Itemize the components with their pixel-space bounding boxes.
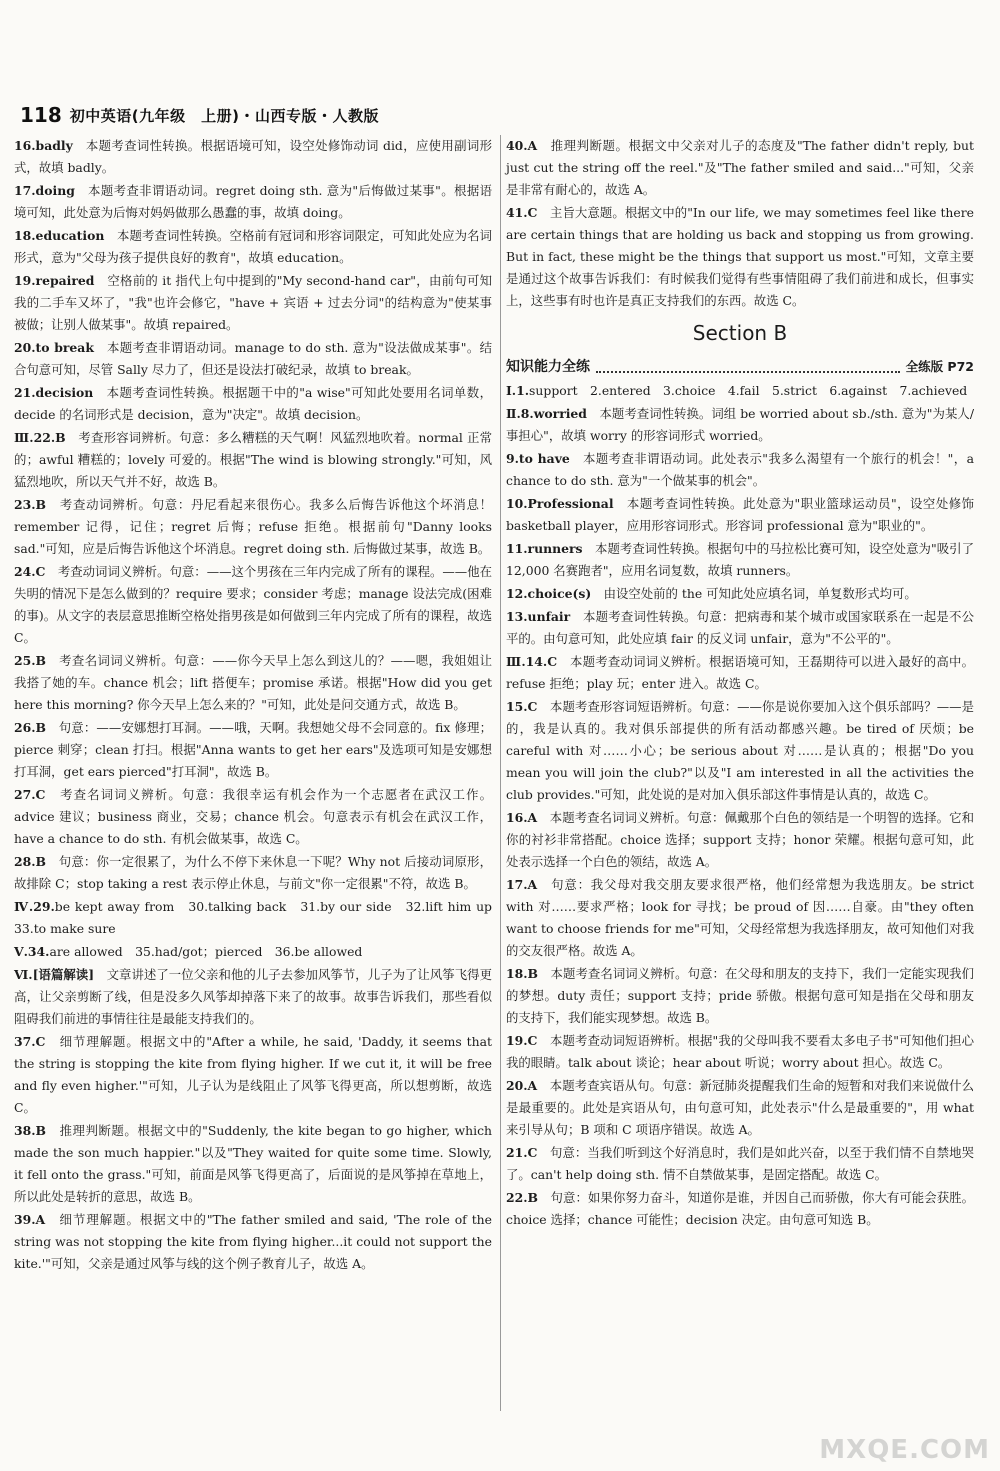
knowledge-bar-title: 知识能力全练 <box>506 359 590 375</box>
answer-number: Ⅱ.8.worried <box>506 406 587 421</box>
answer-text: 本题考查词性转换。词组 be worried about sb./sth. 意为"为某人/事担心"，故填 worry 的形容词形式 worried。 <box>506 406 974 443</box>
answer-text: 细节理解题。根据文中的"After a while, he said, 'Daddy, it seems that the string is stopping the kite from flying higher. If we cut it, it will be free and fly even higher.'"可知，儿子认为是线阻止了风筝飞得更高，所以想剪断，故选 C。 <box>14 1034 492 1115</box>
answer-text: 本题考查非谓语动词。此处表示"我多么渴望有一个旅行的机会！"，a chance to do sth. 意为"一个做某事的机会"。 <box>506 451 974 488</box>
answer-text: 本题考查词性转换。根据句中的马拉松比赛可知，设空处意为"吸引了 12,000 名赛跑者"，应用名词复数，故填 runners。 <box>506 541 974 578</box>
answer-text: 文章讲述了一位父亲和他的儿子去参加风筝节，儿子为了让风筝飞得更高，让父亲剪断了线，但是没多久风筝却掉落下来了的故事。故事告诉我们，那些看似阻碍我们前进的事情往往是最能支持我们的。 <box>14 967 492 1026</box>
answer-number: 23.B <box>14 497 47 512</box>
section-title: Section B <box>692 321 788 345</box>
answer-text: 考查形容词辨析。句意：多么糟糕的天气啊！风猛烈地吹着。normal 正常的；awful 糟糕的；lovely 可爱的。根据"The wind is blowing strongly."可知，风猛烈地吹，所以天气并不好，故选 B。 <box>14 430 492 489</box>
answer-entry <box>506 538 974 582</box>
left-column <box>14 135 505 1411</box>
answer-number: 19.repaired <box>14 273 95 288</box>
answer-entry <box>506 202 974 312</box>
answer-entry <box>14 650 492 716</box>
answer-text: 句意：——安娜想打耳洞。——哦，天啊。我想她父母不会同意的。fix 修理；pierce 刺穿；clean 打扫。根据"Anna wants to get her ears"及选项可知是安娜想打耳洞，get ears pierced"打耳洞"，故选 B。 <box>14 720 492 779</box>
answer-text: 本题考查非谓语动词。regret doing sth. 意为"后悔做过某事"。根据语境可知，此处意为后悔对妈妈做那么愚蠢的事，故填 doing。 <box>14 183 492 220</box>
answer-number: Ⅵ.[语篇解读] <box>14 967 95 982</box>
right-top-entries <box>506 135 974 312</box>
answer-entry <box>14 135 492 179</box>
answer-number: 12.choice(s) <box>506 586 592 601</box>
answer-text: 推理判断题。根据文中的"Suddenly, the kite began to go higher, which made the son much happier."以及"They waited for quite some time. Slowly, it fell onto the grass."可知，前面是风筝飞得更高了，后面说的是风筝掉在草地上，所以此处是转折的意思，故选 B。 <box>14 1123 492 1204</box>
knowledge-bar-ref: 全练版 P72 <box>905 359 974 374</box>
answer-number: 39.A <box>14 1212 46 1227</box>
answer-entry <box>506 651 974 695</box>
answer-number: 40.A <box>506 138 538 153</box>
answer-entry <box>506 403 974 447</box>
answer-number: Ⅴ.34. <box>14 944 50 959</box>
answer-entry <box>506 1187 974 1231</box>
answer-text: 考查动词辨析。句意：丹尼看起来很伤心。我多么后悔告诉他这个坏消息！remember 记得，记住；regret 后悔；refuse 拒绝。根据前句"Danny looks sad."可知，应是后悔告诉他这个坏消息。regret doing sth. 后悔做过某事，故选 B。 <box>14 497 492 556</box>
answer-entry <box>506 606 974 650</box>
answer-text: 推理判断题。根据文中父亲对儿子的态度及"The father didn't reply, but just cut the string off the reel."及"The father smiled and said..."可知，父亲是非常有耐心的，故选 A。 <box>506 138 974 197</box>
answer-number: 38.B <box>14 1123 47 1138</box>
answer-entry <box>14 561 492 649</box>
answer-text: 句意：当我们听到这个好消息时，我们是如此兴奋，以至于我们情不自禁地哭了。can't help doing sth. 情不自禁做某事，是固定搭配。故选 C。 <box>506 1145 974 1182</box>
answer-entry <box>14 964 492 1030</box>
answer-text: 细节理解题。根据文中的"The father smiled and said, 'The role of the string was not stopping the kite from flying higher...it could not support the kite.'"可知，父亲是通过风筝与线的这个例子教育儿子，故选 A。 <box>14 1212 492 1271</box>
answer-number: 20.to break <box>14 340 94 355</box>
answer-number: 26.B <box>14 720 47 735</box>
answer-text: 考查名词词义辨析。句意：我很幸运有机会作为一个志愿者在武汉工作。advice 建议；business 商业，交易；chance 机会。句意表示有机会在武汉工作，have a chance to do sth. 有机会做某事，故选 C。 <box>14 787 492 846</box>
answer-entry <box>506 135 974 201</box>
answer-number: Ⅳ.29. <box>14 899 55 914</box>
answer-number: 22.B <box>506 1190 539 1205</box>
answer-text: 本题考查动词词义辨析。根据语境可知，王磊期待可以进入最好的高中。refuse 拒绝；play 玩；enter 进入。故选 C。 <box>506 654 975 691</box>
watermark: MXQE.COM <box>819 1435 990 1465</box>
answer-number: 17.A <box>506 877 538 892</box>
answer-text: 由设空处前的 the 可知此处应填名词，单复数形式均可。 <box>591 586 917 601</box>
answer-text: 主旨大意题。根据文中的"In our life, we may sometimes feel like there are certain things that are holding us back and stopping us from growing. But in fact, these might be the things that support us most."可知，文章主要是通过这个故事告诉我们：有时候我们觉得有些事情阻碍了我们前进和成长，但事实上，这些事有时也许是真正支持我们的东西。故选 C。 <box>506 205 974 308</box>
answer-number: Ⅰ.1. <box>506 383 530 398</box>
answer-entry <box>506 874 974 962</box>
answer-entry <box>14 1120 492 1208</box>
answer-number: 13.unfair <box>506 609 571 624</box>
answer-text: 本题考查词性转换。句意：把病毒和某个城市或国家联系在一起是不公平的。由句意可知，此处应填 fair 的反义词 unfair，意为"不公平的"。 <box>506 609 974 646</box>
answer-number: 15.C <box>506 699 538 714</box>
book-title: 初中英语(九年级 上册)・山西专版・人教版 <box>69 106 379 125</box>
answer-text: 考查名词词义辨析。句意：——你今天早上怎么到这儿的？——嗯，我姐姐让我搭了她的车。chance 机会；lift 搭便车；promise 承诺。根据"How did you get here this morning? 你今天早上怎么来的？"可知，此处是问交通方式，故选 B。 <box>14 653 492 712</box>
answer-entry <box>14 270 492 336</box>
answer-number: 17.doing <box>14 183 75 198</box>
answer-entry <box>14 382 492 426</box>
answer-text: 句意：如果你努力奋斗，知道你是谁，并因自己而骄傲，你大有可能会获胜。choice 选择；chance 可能性；decision 决定。由句意可知选 B。 <box>506 1190 974 1227</box>
answer-entry <box>14 225 492 269</box>
answer-number: 24.C <box>14 564 46 579</box>
answer-entry <box>506 1142 974 1186</box>
answer-entry <box>506 448 974 492</box>
answer-entry <box>506 1030 974 1074</box>
answer-text: 本题考查宾语从句。句意：新冠肺炎提醒我们生命的短暂和对我们来说做什么是最重要的。此处是宾语从句，由句意可知，此处表示"什么是最重要的"，用 what 来引导从句；B 项和 C 项语序错误。故选 A。 <box>506 1078 974 1137</box>
answer-text: 本题考查词性转换。空格前有冠词和形容词限定，可知此处应为名词形式，意为"父母为孩子提供良好的教育"，故填 education。 <box>14 228 492 265</box>
answer-number: 37.C <box>14 1034 46 1049</box>
answer-number: 25.B <box>14 653 47 668</box>
answer-entry <box>14 180 492 224</box>
answer-entry <box>506 380 974 402</box>
answer-number: 21.C <box>506 1145 538 1160</box>
answer-text: 句意：我父母对我交朋友要求很严格，他们经常想为我选朋友。be strict with 对……要求严格；look for 寻找；be proud of 因……自豪。由"they often want to choose friends for me"可知，父母经常想为我选择朋友，故可知他们对我的交友很严格。故选 A。 <box>506 877 974 958</box>
answer-entry <box>506 963 974 1029</box>
answer-number: 20.A <box>506 1078 538 1093</box>
answer-text: 考查动词词义辨析。句意：——这个男孩在三年内完成了所有的课程。——他在失明的情况下是怎么做到的？require 要求；consider 考虑；manage 设法完成(困难的事)。从文字的表层意思推断空格处指男孩是如何做到三年内完成了所有的课程，故选 C。 <box>14 564 492 645</box>
answer-entry <box>14 717 492 783</box>
answer-entry <box>14 896 505 940</box>
answer-entry <box>14 851 492 895</box>
answer-entry <box>14 1209 492 1275</box>
answer-text: 本题考查动词短语辨析。根据"我的父母叫我不要看太多电子书"可知他们担心我的眼睛。talk about 谈论；hear about 听说；worry about 担心。故选 C。 <box>506 1033 974 1070</box>
answer-number: 27.C <box>14 787 46 802</box>
answer-number: Ⅲ.22.B <box>14 430 66 445</box>
knowledge-bar <box>506 356 974 378</box>
answer-number: 9.to have <box>506 451 570 466</box>
answer-text: 空格前的 it 指代上句中提到的"My second-hand car"，由前句可知我的二手车又坏了，"我"也许会修它，"have + 宾语 + 过去分词"的结构意为"使某事被做；让别人做某事"。故填 repaired。 <box>14 273 492 332</box>
answer-text: support 2.entered 3.choice 4.fail 5.strict 6.against 7.achieved <box>529 383 968 398</box>
answer-entry <box>14 494 492 560</box>
right-bottom-entries <box>506 380 974 1231</box>
answer-text: 本题考查词性转换。此处意为"职业篮球运动员"，设空处修饰 basketball player，应用形容词形式。形容词 professional 意为"职业的"。 <box>506 496 974 533</box>
answer-text: 句意：你一定很累了，为什么不停下来休息一下呢？Why not 后接动词原形，故排除 C；stop taking a rest 表示停止休息，与前文"你一定很累"不符，故选 B。 <box>14 854 492 891</box>
answer-text: be kept away from 30.talking back 31.by our side 32.lift him up 33.to make sure <box>14 899 505 936</box>
answer-entry <box>506 493 974 537</box>
answer-number: 10.Professional <box>506 496 614 511</box>
answer-entry <box>506 1075 974 1141</box>
answer-entry <box>506 696 974 806</box>
answer-text: are allowed 35.had/got；pierced 36.be allowed <box>49 944 363 959</box>
answer-entry <box>506 583 974 605</box>
answer-entry <box>14 1031 492 1119</box>
answer-entry <box>506 807 974 873</box>
answer-number: 28.B <box>14 854 47 869</box>
answer-text: 本题考查名词词义辨析。句意：佩戴那个白色的领结是一个明智的选择。它和你的衬衫非常搭配。choice 选择；support 支持；honor 荣耀。根据句意可知，此处表示选择一个白色的领结，故选 A。 <box>506 810 974 869</box>
page-number: 118 <box>20 103 62 127</box>
dotted-leader <box>596 361 900 373</box>
answer-text: 本题考查非谓语动词。manage to do sth. 意为"设法做成某事"。结合句意可知，尽管 Sally 尽力了，但还是设法打破纪录，故填 to break。 <box>14 340 492 377</box>
right-column <box>506 135 974 1411</box>
page-header <box>20 100 379 130</box>
answer-number: 11.runners <box>506 541 583 556</box>
answer-number: 21.decision <box>14 385 94 400</box>
answer-number: 18.education <box>14 228 105 243</box>
answer-entry <box>14 427 492 493</box>
answer-text: 本题考查词性转换。根据语境可知，设空处修饰动词 did，应使用副词形式，故填 badly。 <box>14 138 492 175</box>
answer-number: Ⅲ.14.C <box>506 654 558 669</box>
answer-text: 本题考查词性转换。根据题干中的"a wise"可知此处要用名词单数，decide 的名词形式是 decision，意为"决定"。故填 decision。 <box>14 385 492 422</box>
answer-entry <box>14 784 492 850</box>
answer-number: 16.A <box>506 810 538 825</box>
answer-number: 41.C <box>506 205 538 220</box>
answer-number: 18.B <box>506 966 539 981</box>
answer-text: 本题考查名词词义辨析。句意：在父母和朋友的支持下，我们一定能实现我们的梦想。duty 责任；support 支持；pride 骄傲。根据句意可知是指在父母和朋友的支持下，我们能实现梦想。故选 B。 <box>506 966 974 1025</box>
answer-entry <box>14 337 492 381</box>
answer-number: 16.badly <box>14 138 73 153</box>
answer-text: 本题考查形容词短语辨析。句意：——你是说你要加入这个俱乐部吗？——是的，我是认真的。我对俱乐部提供的所有活动都感兴趣。be tired of 厌烦；be careful with 对……小心；be serious about 对……是认真的；根据"Do you mean you will join the club?"以及"I am interested in all the activities the club provides."可知，此处说的是对加入俱乐部这件事情是认真的，故选 C。 <box>506 699 974 802</box>
answer-entry <box>14 941 492 963</box>
answer-number: 19.C <box>506 1033 538 1048</box>
